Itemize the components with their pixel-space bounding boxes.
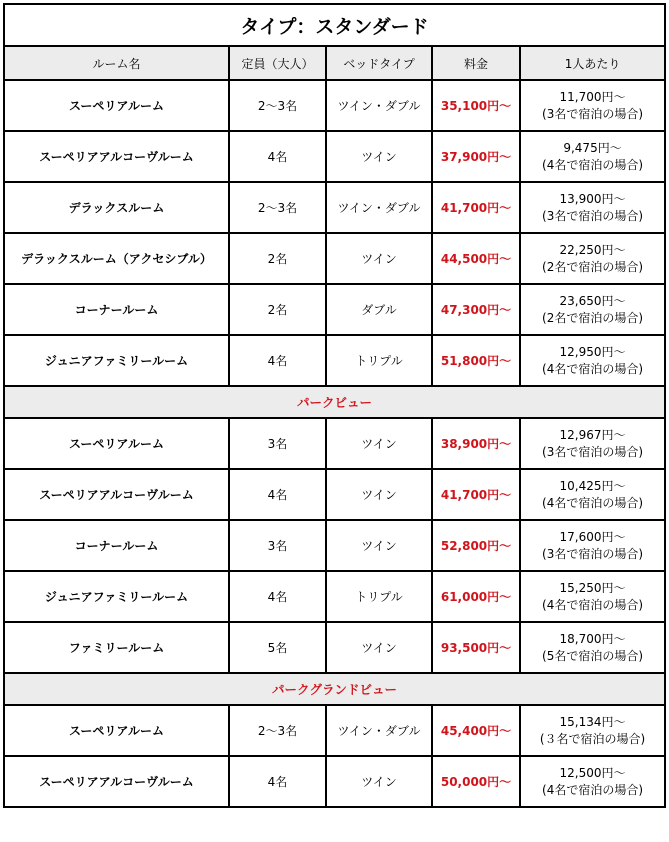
- table-row: [4, 571, 665, 622]
- capacity-cell: 2～3名: [229, 705, 326, 756]
- per-person-note: (2名で宿泊の場合): [542, 259, 644, 274]
- per-person-cell: [520, 469, 665, 520]
- room-name-cell: スーペリアルーム: [4, 80, 229, 131]
- price-cell: 50,000円～: [432, 756, 520, 807]
- capacity-cell: 4名: [229, 756, 326, 807]
- table-row: [4, 131, 665, 182]
- per-person-note: (4名で宿泊の場合): [542, 157, 644, 172]
- bed-type-cell: トリプル: [326, 335, 432, 386]
- per-person-cell: [520, 705, 665, 756]
- price-cell: 44,500円～: [432, 233, 520, 284]
- table-body: [4, 4, 665, 807]
- capacity-cell: 4名: [229, 335, 326, 386]
- header-row: [4, 46, 665, 80]
- per-person-cell: [520, 520, 665, 571]
- section-header-row: [4, 386, 665, 418]
- capacity-cell: 4名: [229, 571, 326, 622]
- table-row: [4, 469, 665, 520]
- per-person-cell: [520, 284, 665, 335]
- bed-type-cell: ダブル: [326, 284, 432, 335]
- table-row: [4, 233, 665, 284]
- capacity-cell: 2～3名: [229, 182, 326, 233]
- per-person-note: (3名で宿泊の場合): [542, 546, 644, 561]
- price-cell: 41,700円～: [432, 182, 520, 233]
- per-person-note: (4名で宿泊の場合): [542, 782, 644, 797]
- per-person-price: 15,134円～: [559, 714, 626, 729]
- price-cell: 61,000円～: [432, 571, 520, 622]
- per-person-price: 13,900円～: [559, 191, 626, 206]
- capacity-cell: 2名: [229, 284, 326, 335]
- bed-type-cell: ツイン: [326, 622, 432, 673]
- table-row: [4, 756, 665, 807]
- capacity-cell: 3名: [229, 418, 326, 469]
- per-person-note: (3名で宿泊の場合): [542, 106, 644, 121]
- per-person-price: 12,950円～: [559, 344, 626, 359]
- per-person-price: 9,475円～: [563, 140, 622, 155]
- room-name-cell: コーナールーム: [4, 520, 229, 571]
- room-name-cell: スーペリアルーム: [4, 418, 229, 469]
- per-person-cell: [520, 233, 665, 284]
- price-cell: 37,900円～: [432, 131, 520, 182]
- capacity-cell: 4名: [229, 469, 326, 520]
- per-person-price: 18,700円～: [559, 631, 626, 646]
- price-cell: 47,300円～: [432, 284, 520, 335]
- price-cell: 45,400円～: [432, 705, 520, 756]
- bed-type-cell: ツイン: [326, 418, 432, 469]
- header-room: ルーム名: [4, 46, 229, 80]
- table-row: [4, 418, 665, 469]
- per-person-note: (4名で宿泊の場合): [542, 495, 644, 510]
- per-person-note: (３名で宿泊の場合): [539, 731, 646, 746]
- room-name-cell: ジュニアファミリールーム: [4, 335, 229, 386]
- table-row: [4, 335, 665, 386]
- room-name-cell: ファミリールーム: [4, 622, 229, 673]
- per-person-cell: [520, 756, 665, 807]
- per-person-cell: [520, 182, 665, 233]
- per-person-cell: [520, 335, 665, 386]
- header-per-person: 1人あたり: [520, 46, 665, 80]
- per-person-note: (3名で宿泊の場合): [542, 444, 644, 459]
- table-row: [4, 182, 665, 233]
- per-person-price: 12,967円～: [559, 427, 626, 442]
- capacity-cell: 5名: [229, 622, 326, 673]
- per-person-cell: [520, 418, 665, 469]
- price-cell: 52,800円～: [432, 520, 520, 571]
- per-person-price: 15,250円～: [559, 580, 626, 595]
- bed-type-cell: ツイン・ダブル: [326, 705, 432, 756]
- table-row: [4, 705, 665, 756]
- room-name-cell: コーナールーム: [4, 284, 229, 335]
- per-person-price: 17,600円～: [559, 529, 626, 544]
- per-person-note: (4名で宿泊の場合): [542, 597, 644, 612]
- section-label: パークグランドビュー: [4, 673, 665, 705]
- title-row: [4, 4, 665, 46]
- per-person-price: 22,250円～: [559, 242, 626, 257]
- section-label: パークビュー: [4, 386, 665, 418]
- per-person-cell: [520, 571, 665, 622]
- header-price: 料金: [432, 46, 520, 80]
- room-name-cell: スーペリアアルコーヴルーム: [4, 131, 229, 182]
- per-person-note: (4名で宿泊の場合): [542, 361, 644, 376]
- bed-type-cell: ツイン・ダブル: [326, 182, 432, 233]
- capacity-cell: 3名: [229, 520, 326, 571]
- capacity-cell: 4名: [229, 131, 326, 182]
- table-title: タイプ：スタンダード: [4, 4, 665, 46]
- bed-type-cell: ツイン: [326, 756, 432, 807]
- bed-type-cell: ツイン: [326, 520, 432, 571]
- capacity-cell: 2～3名: [229, 80, 326, 131]
- price-cell: 35,100円～: [432, 80, 520, 131]
- price-cell: 51,800円～: [432, 335, 520, 386]
- per-person-note: (2名で宿泊の場合): [542, 310, 644, 325]
- room-rates-table: [3, 3, 666, 808]
- per-person-note: (3名で宿泊の場合): [542, 208, 644, 223]
- header-bed: ベッドタイプ: [326, 46, 432, 80]
- bed-type-cell: ツイン: [326, 233, 432, 284]
- per-person-price: 11,700円～: [559, 89, 626, 104]
- table-row: [4, 284, 665, 335]
- price-cell: 41,700円～: [432, 469, 520, 520]
- bed-type-cell: ツイン: [326, 469, 432, 520]
- capacity-cell: 2名: [229, 233, 326, 284]
- per-person-cell: [520, 80, 665, 131]
- room-name-cell: ジュニアファミリールーム: [4, 571, 229, 622]
- bed-type-cell: ツイン: [326, 131, 432, 182]
- per-person-cell: [520, 622, 665, 673]
- room-name-cell: デラックスルーム（アクセシブル）: [4, 233, 229, 284]
- per-person-price: 10,425円～: [559, 478, 626, 493]
- table-row: [4, 80, 665, 131]
- per-person-price: 12,500円～: [559, 765, 626, 780]
- room-name-cell: スーペリアアルコーヴルーム: [4, 756, 229, 807]
- price-cell: 93,500円～: [432, 622, 520, 673]
- table-row: [4, 520, 665, 571]
- section-header-row: [4, 673, 665, 705]
- room-name-cell: スーペリアアルコーヴルーム: [4, 469, 229, 520]
- table-row: [4, 622, 665, 673]
- per-person-price: 23,650円～: [559, 293, 626, 308]
- header-capacity: 定員（大人）: [229, 46, 326, 80]
- room-name-cell: デラックスルーム: [4, 182, 229, 233]
- bed-type-cell: トリプル: [326, 571, 432, 622]
- price-cell: 38,900円～: [432, 418, 520, 469]
- per-person-note: (5名で宿泊の場合): [542, 648, 644, 663]
- bed-type-cell: ツイン・ダブル: [326, 80, 432, 131]
- per-person-cell: [520, 131, 665, 182]
- room-name-cell: スーペリアルーム: [4, 705, 229, 756]
